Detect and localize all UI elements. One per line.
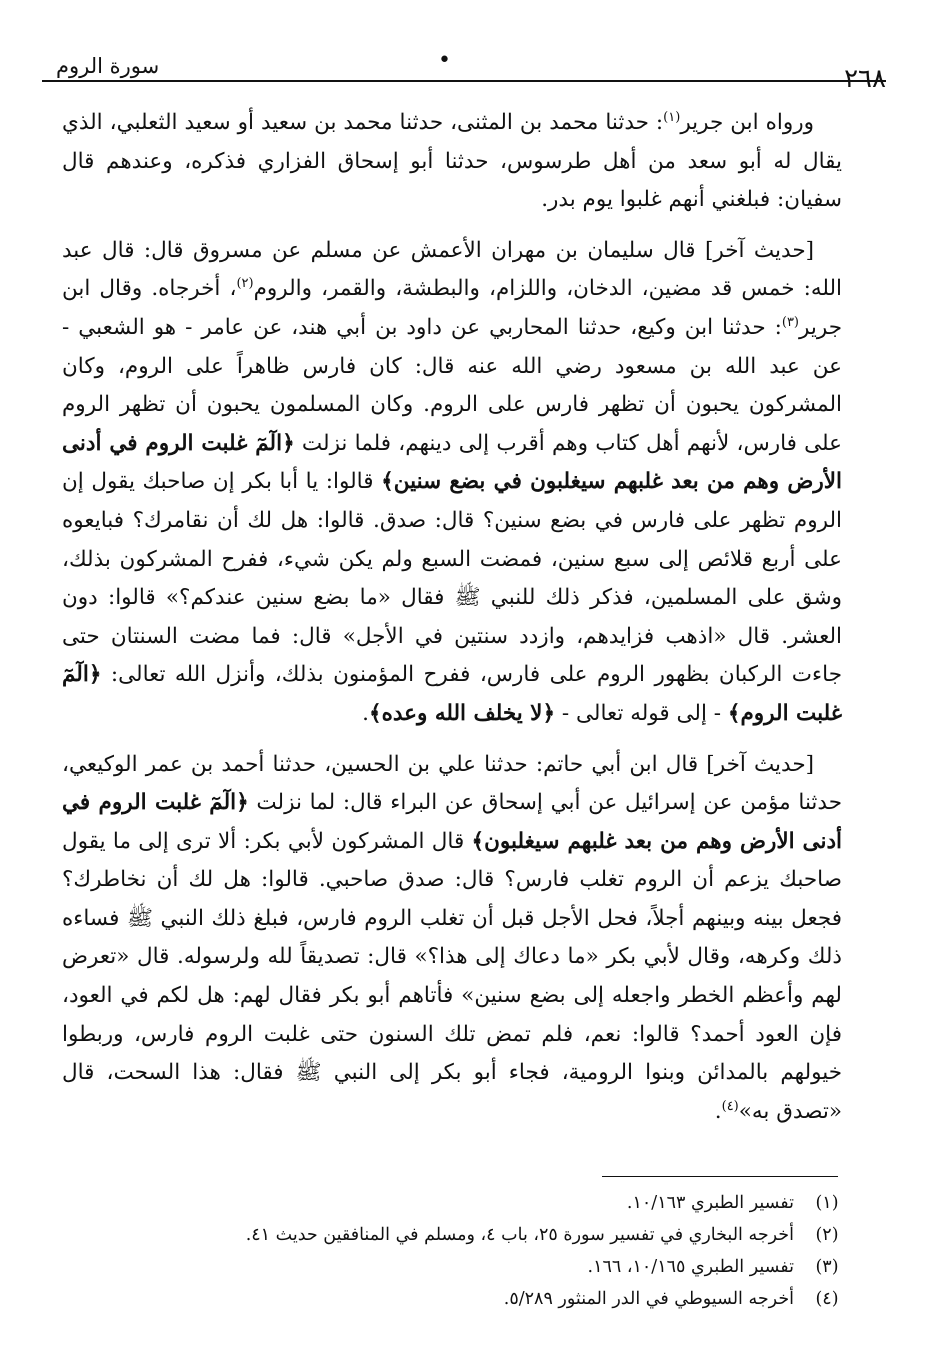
text-span: . [362, 700, 369, 726]
page-number: ٢٦٨ [844, 64, 886, 94]
text-span: - إلى قوله تعالى - [555, 700, 728, 726]
footnote-item [62, 1219, 842, 1251]
footnote-number: (٢) [815, 1225, 839, 1245]
footnote-number: (١) [815, 1193, 839, 1213]
text-span: قال المشركون لأبي بكر: ألا ترى إلى ما يقول صاحبك يزعم أن الروم تغلب فارس؟ قال: صدق صاحبي. قالوا: هل لك أن نخاطرك؟ فجعل بينه وبينهم أجلاً، فحل الأجل قبل أن تغلب الروم فارس، فبلغ ذلك النبي ﷺ فساءه ذلك وكرهه، وقال لأبي بكر «ما دعاك إلى هذا؟» قال: تصديقاً لله ولرسوله. قال «تعرض لهم وأعظم الخطر واجعله إلى بضع سنين» فأتاهم أبو بكر فقال لهم: هل لكم في العود، فإن العود أحمد؟ قالوا: نعم، فلم تمض تلك السنون حتى غلبت الروم فارس، وربطوا خيولهم بالمدائن وبنوا الرومية، فجاء أبو بكر إلى النبي ﷺ فقال: هذا السحت، قال «تصدق به» [62, 828, 842, 1124]
footnote-item [62, 1187, 842, 1219]
footnote-ref-3[interactable]: (٣) [781, 314, 799, 330]
footnotes [62, 1176, 842, 1315]
text-span: : حدثنا محمد بن المثنى، حدثنا محمد بن سعيد أو سعيد الثعلبي، الذي يقال له أبو سعد من أهل طرسوس، حدثنا أبو إسحاق الفزاري فذكره، وعندهم قال سفيان: فبلغني أنهم غلبوا يوم بدر. [62, 110, 842, 213]
footnote-item [62, 1251, 842, 1283]
paragraph-1 [62, 104, 842, 220]
footnote-text: تفسير الطبري ١٠/١٦٣. [626, 1193, 794, 1213]
quran-verse: ﴿الٓمٓ غلبت الروم في أدنى الأرض وهم من بعد غلبهم سيغلبون في بضع سنين﴾ [62, 430, 842, 495]
text-span: . [714, 1098, 722, 1124]
text-span: : حدثنا ابن وكيع، حدثنا المحاربي عن داود بن أبي هند، عن عامر - هو الشعبي - عن عبد الله بن مسعود رضي الله عنه قال: كان فارس ظاهراً على الروم، وكان المشركون يحبون أن تظهر فارس على الروم. وكان المسلمون يحبون أن تظهر الروم على فارس، لأنهم أهل كتاب وهم أقرب إلى دينهم، فلما نزلت [62, 314, 842, 456]
footnote-text: أخرجه السيوطي في الدر المنثور ٥/٢٨٩. [503, 1289, 794, 1309]
header-rule [42, 80, 886, 82]
main-text [62, 104, 842, 1131]
text-span: [حديث آخر] قال سليمان بن مهران الأعمش عن مسلم عن مسروق قال: قال عبد الله: خمس قد مضين، الدخان، واللزام، والبطشة، والقمر، والروم [62, 237, 842, 302]
footnote-ref-1[interactable]: (١) [663, 109, 681, 125]
quran-verse: ﴿الٓمٓ غلبت الروم في أدنى الأرض وهم من بعد غلبهم سيغلبون﴾ [62, 790, 842, 854]
footnote-rule [602, 1176, 838, 1177]
footnote-number: (٣) [815, 1257, 839, 1277]
footnote-number: (٤) [815, 1289, 839, 1309]
quran-verse: ﴿لا يخلف الله وعده﴾ [368, 700, 556, 726]
text-span: قالوا: يا أبا بكر إن صاحبك يقول إن الروم تظهر على فارس في بضع سنين؟ قال: صدق. قالوا: هل لك أن نقامرك؟ فبايعوه على أربع قلائص إلى سبع سنين، فمضت السبع ولم يكن شيء، ففرح المشركون بذلك، وشق على المسلمين، فذكر ذلك للنبي ﷺ فقال «ما بضع سنين عندكم؟» قالوا: دون العشر. قال «اذهب فزايدهم، وازدد سنتين في الأجل» قال: فما مضت السنتان حتى جاءت الركبان بظهور الروم على فارس، ففرح المؤمنون بذلك، وأنزل الله تعالى: [62, 469, 842, 688]
paragraph-3 [62, 746, 842, 1132]
page-header [42, 48, 886, 94]
footnote-ref-4[interactable]: (٤) [721, 1098, 739, 1114]
footnote-list [62, 1187, 842, 1315]
footnote-item [62, 1283, 842, 1315]
text-span: ورواه ابن جرير [680, 110, 814, 135]
footnote-text: تفسير الطبري ١٠/١٦٥، ١٦٦. [587, 1257, 794, 1277]
surah-title: سورة الروم [56, 54, 160, 78]
quran-verse: ﴿الٓمٓ غلبت الروم﴾ [62, 662, 842, 726]
footnote-ref-2[interactable]: (٢) [236, 276, 254, 292]
paragraph-2 [62, 232, 842, 734]
footnote-text: أخرجه البخاري في تفسير سورة ٢٥، باب ٤، ومسلم في المنافقين حديث ٤١. [245, 1225, 794, 1245]
text-span: [حديث آخر] قال ابن أبي حاتم: حدثنا علي بن الحسين، حدثنا أحمد بن عمر الوكيعي، حدثنا مؤمن عن إسرائيل عن أبي إسحاق عن البراء قال: لما نزلت [62, 751, 842, 816]
header-dot: • [438, 48, 451, 73]
text-span: ، أخرجاه. وقال ابن جرير [62, 276, 842, 340]
